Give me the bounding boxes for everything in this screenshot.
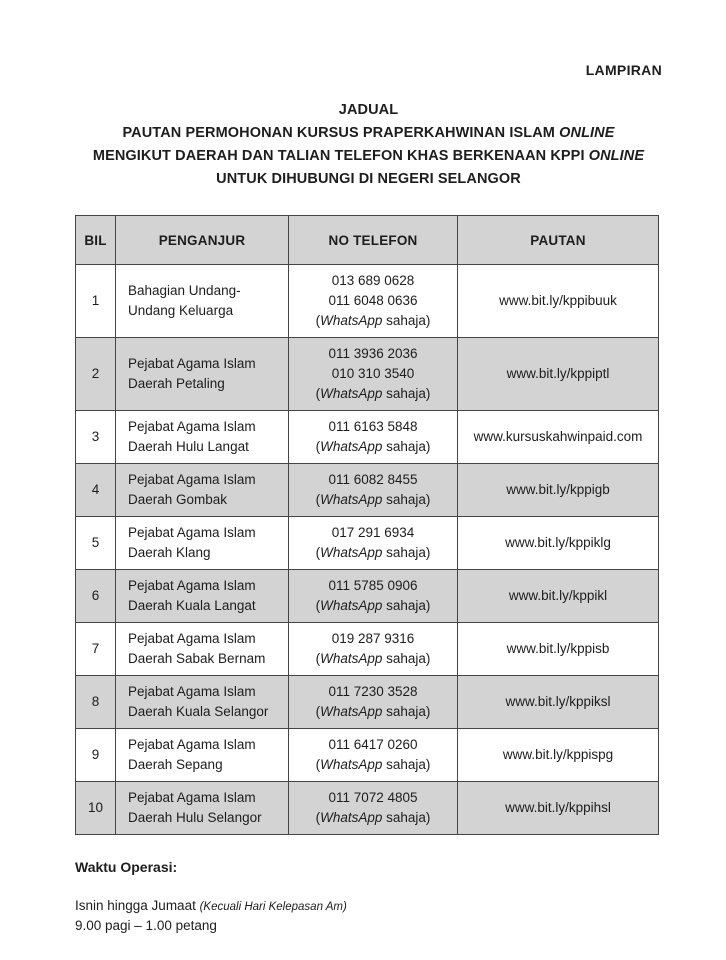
whatsapp-note-open: ( <box>315 810 321 825</box>
row-link: www.kursuskahwinpaid.com <box>458 411 659 464</box>
organizer-line-2: Daerah Sepang <box>128 757 223 772</box>
table-row <box>76 729 659 782</box>
title-line-1: JADUAL <box>338 102 399 118</box>
row-phone-cell <box>289 464 458 517</box>
row-phone-cell <box>289 676 458 729</box>
phone-number-1: 011 7072 4805 <box>328 790 418 805</box>
row-phone-cell <box>289 265 458 338</box>
table-row <box>76 464 659 517</box>
row-organizer <box>116 338 289 411</box>
whatsapp-note <box>295 543 451 563</box>
whatsapp-note-open: ( <box>315 598 321 613</box>
whatsapp-note-rest: sahaja) <box>382 598 431 613</box>
title-line-3-italic: ONLINE <box>588 148 645 164</box>
row-number: 3 <box>76 411 116 464</box>
organizer-line-2: Daerah Kuala Langat <box>128 598 256 613</box>
row-phone-cell <box>289 623 458 676</box>
phone-number-2: 011 6048 0636 <box>328 293 418 308</box>
organizer-line-2: Daerah Hulu Langat <box>128 439 249 454</box>
whatsapp-note-rest: sahaja) <box>382 651 431 666</box>
table-body <box>76 265 659 835</box>
organizer-line-1: Bahagian Undang- <box>128 283 241 298</box>
whatsapp-note-open: ( <box>315 492 321 507</box>
whatsapp-note-open: ( <box>315 545 321 560</box>
row-number: 8 <box>76 676 116 729</box>
row-number: 5 <box>76 517 116 570</box>
header-penganjur: PENGANJUR <box>116 216 289 265</box>
row-number: 4 <box>76 464 116 517</box>
whatsapp-note-app: WhatsApp <box>320 810 383 825</box>
row-organizer <box>116 676 289 729</box>
whatsapp-note <box>295 649 451 669</box>
row-number: 6 <box>76 570 116 623</box>
row-organizer <box>116 411 289 464</box>
whatsapp-note-app: WhatsApp <box>320 313 383 328</box>
whatsapp-note-rest: sahaja) <box>382 704 431 719</box>
row-phone-cell <box>289 729 458 782</box>
row-phone-cell <box>289 782 458 835</box>
whatsapp-note <box>295 808 451 828</box>
table-row <box>76 782 659 835</box>
whatsapp-note-open: ( <box>315 439 321 454</box>
whatsapp-note-app: WhatsApp <box>320 492 383 507</box>
organizer-line-2: Daerah Sabak Bernam <box>128 651 266 666</box>
whatsapp-note <box>295 702 451 722</box>
phone-number-1: 011 6417 0260 <box>328 737 418 752</box>
row-organizer <box>116 782 289 835</box>
row-organizer <box>116 623 289 676</box>
row-number: 2 <box>76 338 116 411</box>
whatsapp-note-rest: sahaja) <box>382 810 431 825</box>
table-row <box>76 265 659 338</box>
organizer-line-2: Daerah Hulu Selangor <box>128 810 262 825</box>
whatsapp-note-rest: sahaja) <box>382 757 431 772</box>
row-link: www.bit.ly/kppigb <box>458 464 659 517</box>
row-number: 1 <box>76 265 116 338</box>
phone-number-1: 011 3936 2036 <box>328 346 418 361</box>
organizer-line-2: Daerah Kuala Selangor <box>128 704 269 719</box>
title-line-2 <box>75 122 662 145</box>
whatsapp-note-open: ( <box>315 757 321 772</box>
row-organizer <box>116 265 289 338</box>
phone-number-1: 019 287 9316 <box>331 631 415 646</box>
row-organizer <box>116 517 289 570</box>
whatsapp-note <box>295 311 451 331</box>
row-phone-cell <box>289 570 458 623</box>
organizer-line-2: Daerah Klang <box>128 545 211 560</box>
whatsapp-note <box>295 755 451 775</box>
course-links-table <box>75 215 659 835</box>
phone-number-1: 011 7230 3528 <box>328 684 418 699</box>
whatsapp-note-rest: sahaja) <box>382 492 431 507</box>
operating-hours: 9.00 pagi – 1.00 petang <box>75 918 217 933</box>
row-link: www.bit.ly/kppisb <box>458 623 659 676</box>
row-number: 10 <box>76 782 116 835</box>
row-phone-cell <box>289 338 458 411</box>
phone-number-1: 011 6163 5848 <box>328 419 418 434</box>
header-bil: BIL <box>76 216 116 265</box>
operating-days-note: (Kecuali Hari Kelepasan Am) <box>199 901 347 913</box>
title-line-2-text: PAUTAN PERMOHONAN KURSUS PRAPERKAHWINAN ISLAM <box>122 125 560 141</box>
organizer-line-1: Pejabat Agama Islam <box>128 525 256 540</box>
title-line-3 <box>75 145 662 168</box>
whatsapp-note-app: WhatsApp <box>320 439 383 454</box>
whatsapp-note-app: WhatsApp <box>320 598 383 613</box>
organizer-line-1: Pejabat Agama Islam <box>128 790 256 805</box>
table-row <box>76 570 659 623</box>
row-link: www.bit.ly/kppihsl <box>458 782 659 835</box>
whatsapp-note <box>295 490 451 510</box>
whatsapp-note-open: ( <box>315 386 321 401</box>
organizer-line-1: Pejabat Agama Islam <box>128 356 256 371</box>
organizer-line-1: Pejabat Agama Islam <box>128 684 256 699</box>
phone-number-2: 010 310 3540 <box>331 366 415 381</box>
organizer-line-1: Pejabat Agama Islam <box>128 578 256 593</box>
row-organizer <box>116 570 289 623</box>
whatsapp-note-open: ( <box>315 651 321 666</box>
table-header-row <box>76 216 659 265</box>
whatsapp-note <box>295 596 451 616</box>
operating-hours-heading: Waktu Operasi: <box>75 859 178 875</box>
organizer-line-2: Daerah Gombak <box>128 492 228 507</box>
organizer-line-1: Pejabat Agama Islam <box>128 419 256 434</box>
whatsapp-note-app: WhatsApp <box>320 386 383 401</box>
row-organizer <box>116 729 289 782</box>
whatsapp-note-app: WhatsApp <box>320 651 383 666</box>
whatsapp-note-open: ( <box>315 313 321 328</box>
table-row <box>76 411 659 464</box>
table-header <box>76 216 659 265</box>
table-row <box>76 676 659 729</box>
table-row <box>76 338 659 411</box>
row-number: 7 <box>76 623 116 676</box>
table-row <box>76 517 659 570</box>
organizer-line-1: Pejabat Agama Islam <box>128 737 256 752</box>
header-pautan: PAUTAN <box>458 216 659 265</box>
document-title <box>75 99 662 191</box>
whatsapp-note <box>295 437 451 457</box>
row-number: 9 <box>76 729 116 782</box>
row-link: www.bit.ly/kppibuuk <box>458 265 659 338</box>
title-line-3-text: MENGIKUT DAERAH DAN TALIAN TELEFON KHAS BERKENAAN KPPI <box>92 148 589 164</box>
row-phone-cell <box>289 411 458 464</box>
operating-days-text: Isnin hingga Jumaat <box>75 898 200 913</box>
row-link: www.bit.ly/kppispg <box>458 729 659 782</box>
organizer-line-1: Pejabat Agama Islam <box>128 472 256 487</box>
whatsapp-note-app: WhatsApp <box>320 757 383 772</box>
row-link: www.bit.ly/kppikl <box>458 570 659 623</box>
phone-number-1: 013 689 0628 <box>331 273 415 288</box>
table-row <box>76 623 659 676</box>
row-link: www.bit.ly/kppiklg <box>458 517 659 570</box>
organizer-line-2: Daerah Petaling <box>128 376 225 391</box>
row-phone-cell <box>289 517 458 570</box>
phone-number-1: 017 291 6934 <box>331 525 415 540</box>
whatsapp-note-rest: sahaja) <box>382 386 431 401</box>
row-organizer <box>116 464 289 517</box>
whatsapp-note-open: ( <box>315 704 321 719</box>
title-line-2-italic: ONLINE <box>559 125 615 141</box>
organizer-line-1: Pejabat Agama Islam <box>128 631 256 646</box>
header-no-telefon: NO TELEFON <box>289 216 458 265</box>
row-link: www.bit.ly/kppiptl <box>458 338 659 411</box>
operating-days <box>75 898 662 913</box>
corner-label: LAMPIRAN <box>585 62 662 78</box>
row-link: www.bit.ly/kppiksl <box>458 676 659 729</box>
whatsapp-note-rest: sahaja) <box>382 313 431 328</box>
whatsapp-note-app: WhatsApp <box>320 545 383 560</box>
organizer-line-2: Undang Keluarga <box>128 303 234 318</box>
whatsapp-note-app: WhatsApp <box>320 704 383 719</box>
whatsapp-note-rest: sahaja) <box>382 439 431 454</box>
phone-number-1: 011 6082 8455 <box>328 472 418 487</box>
phone-number-1: 011 5785 0906 <box>328 578 418 593</box>
whatsapp-note-rest: sahaja) <box>382 545 431 560</box>
title-line-4: UNTUK DIHUBUNGI DI NEGERI SELANGOR <box>216 171 521 187</box>
whatsapp-note <box>295 384 451 404</box>
